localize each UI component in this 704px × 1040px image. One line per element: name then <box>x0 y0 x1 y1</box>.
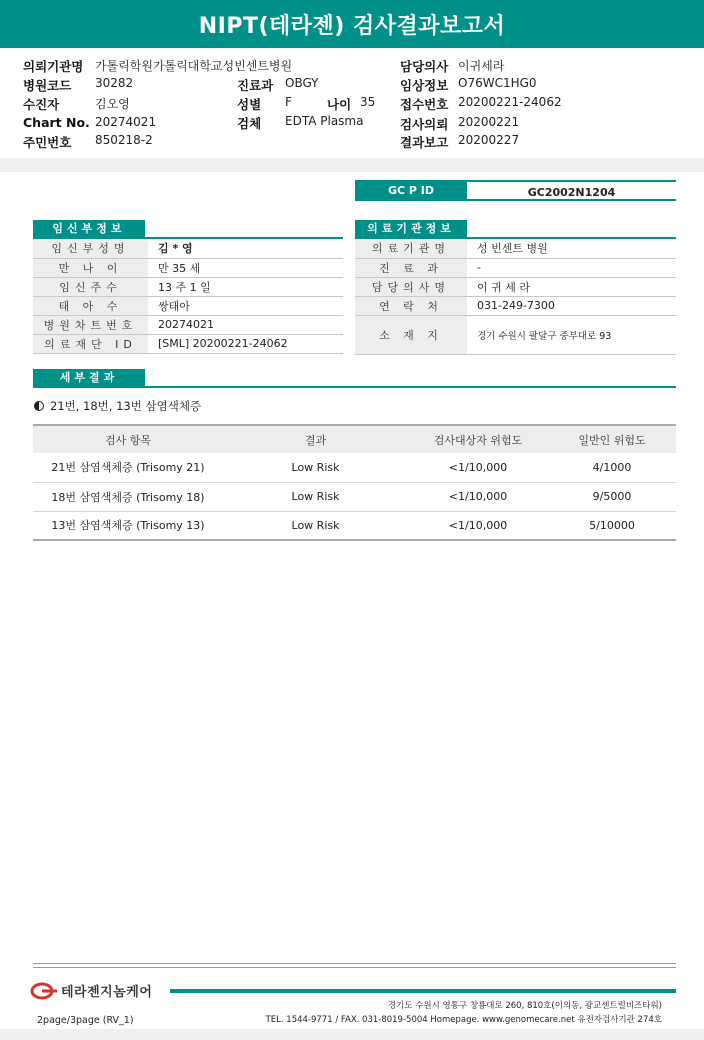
request-label: 검사의뢰 <box>400 117 449 132</box>
gcpid-box <box>355 180 676 201</box>
logo-text: 테라젠지놈케어 <box>61 985 153 1000</box>
footer-divider <box>33 963 676 964</box>
receiver-value: 김오영 <box>95 97 130 111</box>
table-row <box>355 296 676 315</box>
bottom-band <box>0 1029 704 1040</box>
row-value: 쌍태아 <box>148 296 343 315</box>
row-value: [SML] 20200221-24062 <box>148 334 343 353</box>
chart-label: Chart No. <box>23 115 90 130</box>
logo-g-icon <box>30 982 58 1000</box>
row-value: 경기 수원시 팔달구 중부대로 93 <box>467 315 676 354</box>
report-date-label: 결과보고 <box>400 135 449 150</box>
clinical-label: 임상정보 <box>400 78 449 93</box>
cell: 18번 삼염색체증 (Trisomy 18) <box>33 482 223 511</box>
row-key: 의료기관명 <box>355 239 467 258</box>
cell: <1/10,000 <box>408 482 548 511</box>
table-row <box>33 258 343 277</box>
institution-info-tab: 의료기관정보 <box>355 220 467 238</box>
col-header: 결과 <box>223 425 408 453</box>
institution-info-table <box>355 239 676 355</box>
patient-header <box>0 48 704 158</box>
pregnant-info-tab: 임신부정보 <box>33 220 145 238</box>
hospital-code-label: 병원코드 <box>23 78 72 93</box>
cell: Low Risk <box>223 453 408 482</box>
row-key: 임신부성명 <box>33 239 148 258</box>
detail-subtitle <box>34 398 201 414</box>
table-row <box>33 334 343 353</box>
row-key: 임신주수 <box>33 277 148 296</box>
company-logo <box>30 981 152 1000</box>
cell: Low Risk <box>223 511 408 540</box>
row-key: 만 나 이 <box>33 258 148 277</box>
footer-address: 경기도 수원시 영통구 창룡대로 260, 810호(이의동, 광교센트럴비즈타워) <box>387 1001 662 1011</box>
footer-contact: TEL. 1544-9771 / FAX. 031-8019-5004 Homepage. www.genomecare.net 유전자검사기관 274호 <box>265 1015 662 1025</box>
col-header: 검사대상자 위험도 <box>408 425 548 453</box>
detail-subtitle-text: 21번, 18번, 13번 삼염색체증 <box>50 399 202 413</box>
cell: 9/5000 <box>548 482 676 511</box>
row-value: 성 빈센트 병원 <box>467 239 676 258</box>
cell: 4/1000 <box>548 453 676 482</box>
id-label: 주민번호 <box>23 135 72 150</box>
detail-tab: 세부결과 <box>33 369 145 387</box>
table-row <box>33 239 343 258</box>
table-row <box>355 315 676 354</box>
row-value: 김 * 영 <box>148 239 343 258</box>
row-key: 의료재단 ID <box>33 334 148 353</box>
cell: <1/10,000 <box>408 511 548 540</box>
results-table <box>33 424 676 541</box>
table-row <box>33 277 343 296</box>
gcpid-label: GC P ID <box>355 180 467 201</box>
dept-label: 진료과 <box>237 78 274 93</box>
accession-value: 20200221-24062 <box>458 95 562 109</box>
specimen-value: EDTA Plasma <box>285 114 364 128</box>
row-key: 담당의사명 <box>355 277 467 296</box>
dept-value: OBGY <box>285 76 319 90</box>
report-title: NIPT(테라젠) 검사결과보고서 <box>0 0 704 48</box>
row-value: 031-249-7300 <box>467 296 676 315</box>
cell: 5/10000 <box>548 511 676 540</box>
half-circle-icon <box>34 401 44 411</box>
table-row <box>355 277 676 296</box>
table-row <box>33 511 676 540</box>
col-header: 검사 항목 <box>33 425 223 453</box>
chart-value: 20274021 <box>95 115 157 129</box>
row-value: 13 주 1 일 <box>148 277 343 296</box>
specimen-label: 검체 <box>237 116 262 131</box>
cell: 21번 삼염색체증 (Trisomy 21) <box>33 453 223 482</box>
col-header: 일반인 위험도 <box>548 425 676 453</box>
request-value: 20200221 <box>458 115 520 129</box>
clinical-value: O76WC1HG0 <box>458 76 537 90</box>
sex-label: 성별 <box>237 97 262 112</box>
gcpid-value: GC2002N1204 <box>467 180 676 201</box>
institution-value: 가톨릭학원가톨릭대학교성빈센트병원 <box>95 59 293 73</box>
detail-line <box>33 386 676 388</box>
row-key: 태 아 수 <box>33 296 148 315</box>
row-key: 병원차트번호 <box>33 315 148 334</box>
institution-label: 의뢰기관명 <box>23 59 84 74</box>
pregnant-info-table <box>33 239 343 354</box>
row-value: 이 귀 세 라 <box>467 277 676 296</box>
report-date-value: 20200227 <box>458 133 520 147</box>
accession-label: 접수번호 <box>400 97 449 112</box>
id-value: 850218-2 <box>95 133 153 147</box>
table-row <box>33 315 343 334</box>
cell: 13번 삼염색체증 (Trisomy 13) <box>33 511 223 540</box>
row-key: 연 락 처 <box>355 296 467 315</box>
cell: Low Risk <box>223 482 408 511</box>
doctor-label: 담당의사 <box>400 59 449 74</box>
age-label: 나이 <box>327 97 352 112</box>
table-row <box>355 258 676 277</box>
cell: <1/10,000 <box>408 453 548 482</box>
page-number: 2page/3page (RV_1) <box>37 1015 134 1026</box>
table-header-row <box>33 425 676 453</box>
table-row <box>355 239 676 258</box>
table-row <box>33 453 676 482</box>
row-value: 20274021 <box>148 315 343 334</box>
footer-accent-bar <box>170 989 676 993</box>
header-divider-band <box>0 158 704 172</box>
sex-value: F <box>285 95 292 109</box>
age-value: 35 <box>360 95 376 109</box>
row-key: 소 재 지 <box>355 315 467 354</box>
table-row <box>33 296 343 315</box>
row-key: 진 료 과 <box>355 258 467 277</box>
table-row <box>33 482 676 511</box>
row-value: 만 35 세 <box>148 258 343 277</box>
receiver-label: 수진자 <box>23 97 60 112</box>
row-value: - <box>467 258 676 277</box>
hospital-code-value: 30282 <box>95 76 134 90</box>
doctor-value: 이귀세라 <box>458 59 505 73</box>
footer-divider <box>33 967 676 968</box>
